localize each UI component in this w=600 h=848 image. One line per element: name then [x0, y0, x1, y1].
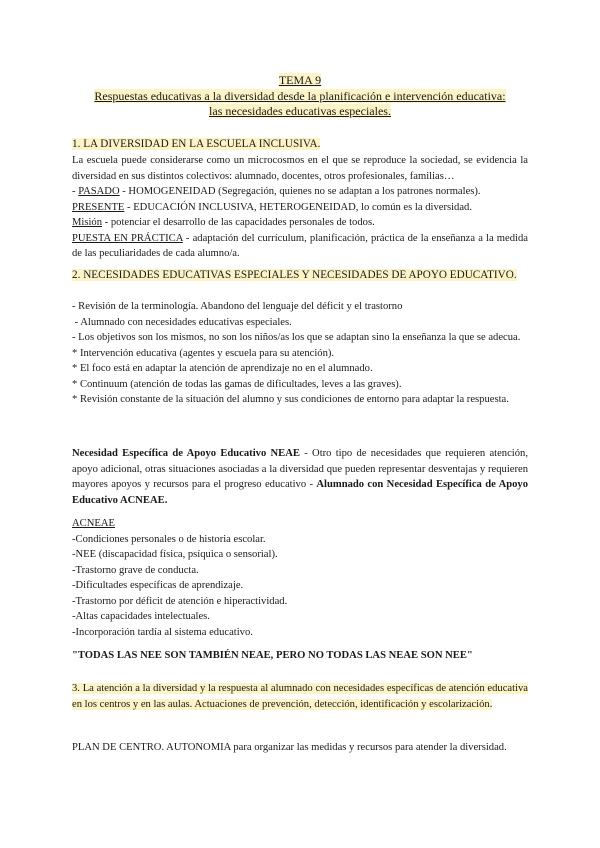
list-item: -Dificultades específicas de aprendizaje.: [72, 580, 244, 591]
list-item: * Continuum (atención de todas las gamas de dificultades, leves a las graves).: [72, 378, 402, 390]
neae-term: Necesidad Específica de Apoyo Educativo NEAE: [72, 448, 300, 459]
list-item: -Incorporación tardía al sistema educativo.: [72, 626, 253, 638]
mision-label: Misión: [72, 217, 103, 228]
acneae-term: Alumnado con Necesidad Específica de Apoyo Educativo ACNEAE.: [72, 479, 529, 506]
key-quote: "TODAS LAS NEE SON TAMBIÉN NEAE, PERO NO TODAS LAS NEAE SON NEE": [72, 650, 473, 661]
list-item: - Revisión de la terminología. Abandono del lenguaje del déficit y el trastorno: [72, 301, 403, 312]
pasado-label: PASADO: [78, 186, 120, 197]
section-1-heading: 1. LA DIVERSIDAD EN LA ESCUELA INCLUSIVA.: [72, 138, 321, 150]
list-item: -Trastorno por déficit de atención e hiperactividad.: [72, 595, 288, 607]
mision-line: Misión - potenciar el desarrollo de las capacidades personales de todos.: [72, 217, 375, 228]
list-item: -NEE (discapacidad física, psíquica o sensorial).: [72, 549, 278, 560]
section-3-heading: 3. La atención a la diversidad y la respuesta al alumnado con necesidades específicas de atención educativa en los centros y en las aulas. Actuaciones de prevención, detección, identificación y escolarización.: [72, 683, 528, 710]
practica-line: PUESTA EN PRÁCTICA - adaptación del currículum, planificación, práctica de la enseñanza a la medida de las peculiaridades de cada alumno/a.: [72, 232, 528, 259]
list-item: - Los objetivos son los mismos, no son los niños/as los que se adaptan sino la enseñanza la que se adecua.: [72, 332, 521, 343]
section-1-body: [72, 153, 528, 262]
pasado-line: - PASADO - HOMOGENEIDAD (Segregación, quienes no se adaptan a los patrones normales).: [72, 186, 481, 197]
title-line-1: Respuestas educativas a la diversidad desde la planificación e intervención educativa:: [94, 88, 506, 103]
list-item: -Altas capacidades intelectuales.: [72, 611, 210, 622]
plan-de-centro: PLAN DE CENTRO. AUTONOMIA para organizar las medidas y recursos para atender la diversidad.: [72, 742, 507, 753]
presente-line: PRESENTE - EDUCACIÓN INCLUSIVA, HETEROGENEIDAD, lo común es la diversidad.: [72, 201, 472, 213]
list-item: - Alumnado con necesidades educativas especiales.: [72, 316, 292, 328]
acneae-heading: ACNEAE: [72, 518, 115, 529]
practica-label: PUESTA EN PRÁCTICA: [72, 232, 183, 244]
section-2-heading: 2. NECESIDADES EDUCATIVAS ESPECIALES Y NECESIDADES DE APOYO EDUCATIVO.: [72, 269, 517, 281]
list-item: * Revisión constante de la situación del alumno y sus condiciones de entorno para adaptar la respuesta.: [72, 394, 509, 405]
presente-label: PRESENTE: [72, 201, 125, 213]
document-title: [72, 73, 528, 120]
list-item: * El foco está en adaptar la atención de aprendizaje no en el alumnado.: [72, 363, 373, 374]
section-2-list: [72, 299, 528, 408]
list-item: -Condiciones personales o de historia escolar.: [72, 533, 266, 545]
acneae-list: [72, 516, 528, 640]
list-item: * Intervención educativa (agentes y escuela para su atención).: [72, 347, 335, 359]
neae-paragraph: Necesidad Específica de Apoyo Educativo NEAE - Otro tipo de necesidades que requieren atención, apoyo adicional, otras situaciones asociadas a la diversidad que pueden representar desventajas y requieren mayores apoyos y recursos para el progreso educativo - Alumnado con Necesidad Específica de Apoyo Educativo ACNEAE.: [72, 448, 529, 506]
section-1-intro: La escuela puede considerarse como un microcosmos en el que se reproduce la sociedad, se evidencia la diversidad en sus distintos colectivos: alumnado, docentes, otros profesionales, familias…: [72, 155, 528, 182]
list-item: -Trastorno grave de conducta.: [72, 564, 199, 576]
tema-number: TEMA 9: [278, 73, 322, 87]
title-line-2: las necesidades educativas especiales.: [209, 104, 391, 118]
